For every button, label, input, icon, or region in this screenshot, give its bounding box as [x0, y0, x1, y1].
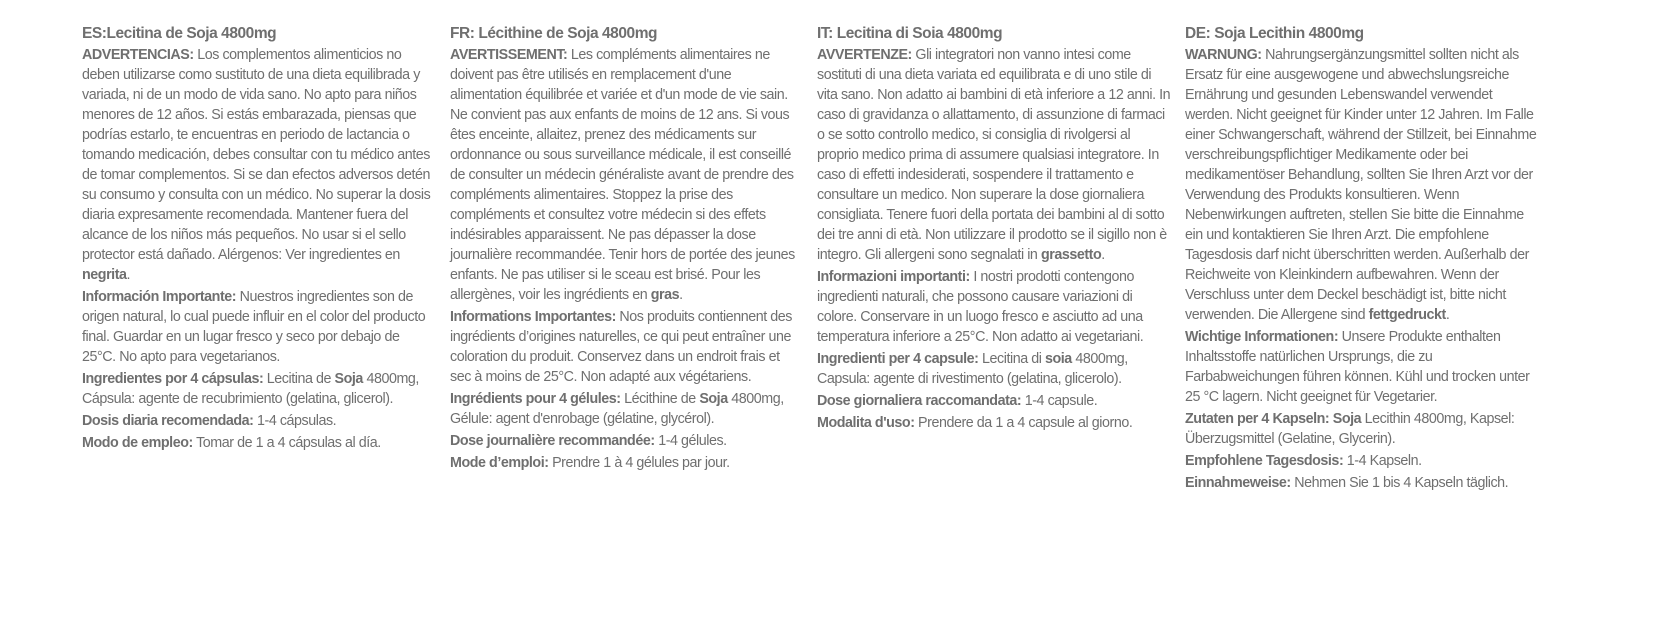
column-body — [817, 45, 1173, 433]
body-text: Prendere da 1 a 4 capsule al giorno. — [914, 415, 1133, 431]
bold-text: Modalita d'uso: — [817, 415, 915, 431]
body-text: 1-4 Kapseln. — [1343, 453, 1422, 469]
body-text: 1-4 gélules. — [654, 433, 727, 449]
body-text: . — [1445, 307, 1450, 323]
label-section — [817, 45, 1173, 265]
body-text: 4800mg, Capsula: agente di rivestimento (gelatina, glicerolo). — [817, 351, 1128, 387]
body-text: Nehmen Sie 1 bis 4 Kapseln täglich. — [1290, 475, 1509, 491]
body-text: . — [679, 287, 683, 303]
bold-text: Dose giornaliera raccomandata: — [817, 393, 1022, 409]
body-text: Gli integratori non vanno intesi come sostituti di una dieta variata ed equilibrata e di uno stile di vita sano. Non adatto ai bambini di età inferiore a 12 anni. In caso di gravidanza o allattamento, di assunzione di farmaci o se sotto controllo medico, si consiglia di rivolgersi al proprio medico prima di assumere qualsiasi integratore. In caso di effetti indesiderati, sospendere il trattamento e consultare un medico. Non superare la dose giornaliera consigliata. Tenere fuori della portata dei bambini al di sotto dei tre anni di età. Non utilizzare il prodotto se il sigillo non è integro. Gli allergeni sono segnalati in — [817, 47, 1171, 263]
column-es — [82, 24, 434, 455]
bold-text: AVVERTENZE: — [817, 47, 912, 63]
column-title: FR: Lécithine de Soja 4800mg — [450, 25, 658, 42]
column-body — [82, 45, 434, 453]
bold-text: negrita — [82, 267, 127, 283]
body-text: . — [1101, 247, 1105, 263]
label-section — [817, 391, 1173, 411]
label-section — [450, 389, 802, 429]
bold-text: Informazioni importanti: — [817, 269, 970, 285]
bold-text: Mode d’emploi: — [450, 455, 549, 471]
body-text: Lecithin 4800mg, Kapsel: Überzugsmittel (Gelatine, Glycerin). — [1185, 411, 1515, 447]
bold-text: Informations Importantes: — [450, 309, 616, 325]
label-section — [450, 307, 802, 387]
label-section — [82, 411, 434, 431]
body-text: Nuestros ingredientes son de origen natural, lo cual puede influir en el color del producto final. Guardar en un lugar fresco y seco por debajo de 25°C. No apto para vegetarianos. — [82, 289, 426, 365]
bold-text: Ingredientes por 4 cápsulas: — [82, 371, 264, 387]
bold-text: soia — [1044, 351, 1072, 367]
bold-text: AVERTISSEMENT: — [450, 47, 568, 63]
column-fr — [450, 24, 802, 475]
bold-text: Soja — [699, 391, 728, 407]
body-text: Los complementos alimenticios no deben utilizarse como sustituto de una dieta equilibrada y variada, ni de un modo de vida sano. No apto para niños menores de 12 años. Si estás embarazada, piensas que podrías estarlo, te encuentras en periodo de lactancia o tomando medicación, debes consultar con tu médico antes de tomar complementos. Si se dan efectos adversos detén su consumo y consulta con un médico. No superar la dosis diaria expresamente recomendada. Mantener fuera del alcance de los niños más pequeños. No usar si el sello protector está dañado. Alérgenos: Ver ingredientes en — [82, 47, 431, 263]
body-text: Prendre 1 à 4 gélules par jour. — [548, 455, 730, 471]
label-section — [450, 453, 802, 473]
column-title: DE: Soja Lecithin 4800mg — [1185, 25, 1364, 42]
body-text: . — [126, 267, 131, 283]
bold-text: Ingrédients pour 4 gélules: — [450, 391, 621, 407]
body-text: 4800mg, Cápsula: agente de recubrimiento (gelatina, glicerol). — [82, 371, 419, 407]
bold-text: ADVERTENCIAS: — [82, 47, 194, 63]
label-section — [817, 413, 1173, 433]
bold-text: Dose journalière recommandée: — [450, 433, 655, 449]
body-text: Lécithine de — [620, 391, 700, 407]
label-section — [82, 287, 434, 367]
bold-text: Empfohlene Tagesdosis: — [1185, 453, 1344, 469]
column-de — [1185, 24, 1541, 495]
body-text: Nahrungsergänzungsmittel sollten nicht als Ersatz für eine ausgewogene und abwechslungsreiche Ernährung und gesunden Lebenswandel verwendet werden. Nicht geeignet für Kinder unter 12 Jahren. Im Falle einer Schwangerschaft, während der Stillzeit, bei Einnahme verschreibungspflichtiger Medikamente oder bei medikamentöser Behandlung, sollten Sie Ihren Arzt vor der Verwendung des Produkts konsultieren. Wenn Nebenwirkungen auftreten, stellen Sie bitte die Einnahme ein und kontaktieren Sie Ihren Arzt. Die empfohlene Tagesdosis darf nicht überschritten werden. Außerhalb der Reichweite von Kleinkindern aufbewahren. Wenn der Verschluss unter dem Deckel beschädigt ist, bitte nicht verwenden. Die Allergene sind — [1185, 47, 1537, 323]
column-title: IT: Lecitina di Soia 4800mg — [817, 25, 1003, 42]
label-section — [82, 45, 434, 285]
bold-text: fettgedruckt — [1368, 307, 1446, 323]
body-text: Les compléments alimentaires ne doivent pas être utilisés en remplacement d'une alimentation équilibrée et variée et d'un mode de vie sain. Ne convient pas aux enfants de moins de 12 ans. Si vous êtes enceinte, allaitez, prenez des médicaments sur ordonnance ou sous surveillance médicale, il est conseillé de consulter un médecin généraliste avant de prendre des compléments alimentaires. Stoppez la prise des compléments et consultez votre médecin si des effets indésirables apparaissent. Ne pas dépasser la dose journalière recommandée. Tenir hors de portée des jeunes enfants. Ne pas utiliser si le sceau est brisé. Pour les allergènes, voir les ingrédients en — [450, 47, 795, 303]
label-section — [82, 369, 434, 409]
label-section — [817, 349, 1173, 389]
body-text: Unsere Produkte enthalten Inhaltsstoffe natürlichen Ursprungs, die zu Farbabweichungen führen können. Kühl und trocken unter 25 °C lagern. Nicht geeignet für Vegetarier. — [1185, 329, 1530, 405]
body-text: 1-4 cápsulas. — [253, 413, 337, 429]
label-section — [1185, 451, 1541, 471]
bold-text: WARNUNG: — [1185, 47, 1262, 63]
body-text: Tomar de 1 a 4 cápsulas al día. — [192, 435, 381, 451]
bold-text: Información Importante: — [82, 289, 237, 305]
bold-text: Ingredienti per 4 capsule: — [817, 351, 979, 367]
bold-text: gras — [650, 287, 680, 303]
bold-text: Wichtige Informationen: — [1185, 329, 1339, 345]
label-section — [817, 267, 1173, 347]
column-title: ES:Lecitina de Soja 4800mg — [82, 25, 277, 42]
column-it — [817, 24, 1173, 435]
column-body — [1185, 45, 1541, 493]
body-text: Nos produits contiennent des ingrédients d’origines naturelles, ce qui peut entraîner une coloration du produit. Conservez dans un endroit frais et sec à moins de 25°C. Non adapté aux végétariens. — [450, 309, 792, 385]
bold-text: Modo de empleo: — [82, 435, 193, 451]
bold-text: Einnahmeweise: — [1185, 475, 1291, 491]
label-section — [1185, 473, 1541, 493]
label-section — [450, 431, 802, 451]
label-section — [1185, 327, 1541, 407]
label-section — [1185, 45, 1541, 325]
bold-text: Dosis diaria recomendada: — [82, 413, 254, 429]
body-text: Lecitina de — [263, 371, 335, 387]
body-text: Lecitina di — [978, 351, 1045, 367]
body-text: 1-4 capsule. — [1021, 393, 1098, 409]
body-text: I nostri prodotti contengono ingredienti naturali, che possono causare variazioni di colore. Conservare in un luogo fresco e asciutto ad una temperatura inferiore a 25°C. Non adatto ai vegetariani. — [817, 269, 1144, 345]
label-section — [82, 433, 434, 453]
label-section — [1185, 409, 1541, 449]
bold-text: Soja — [334, 371, 363, 387]
body-text: 4800mg, Gélule: agent d'enrobage (gélatine, glycérol). — [450, 391, 784, 427]
column-body — [450, 45, 802, 473]
bold-text: grassetto — [1040, 247, 1102, 263]
label-section — [450, 45, 802, 305]
bold-text: Zutaten per 4 Kapseln: Soja — [1185, 411, 1362, 427]
